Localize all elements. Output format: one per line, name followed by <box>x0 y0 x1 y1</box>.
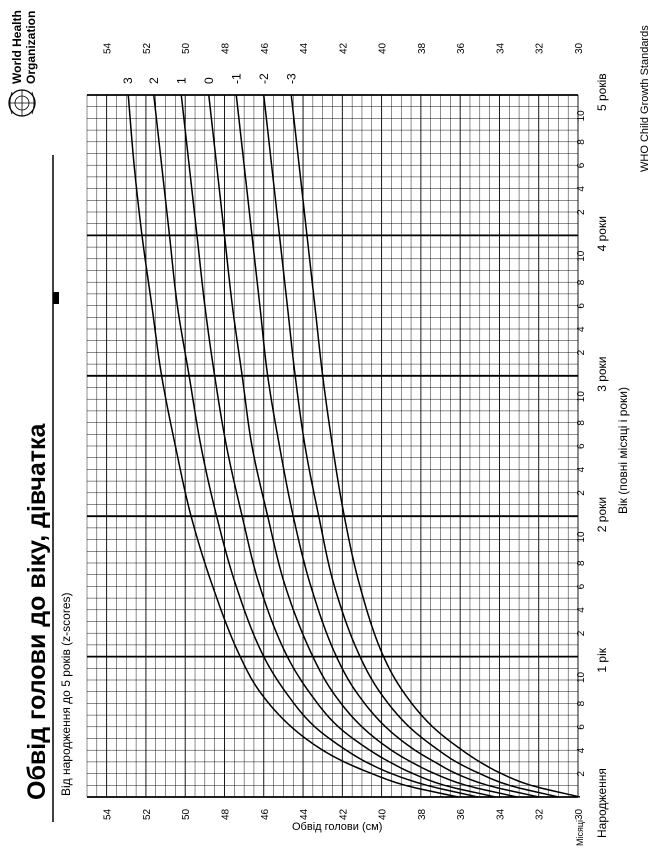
cm-tick-label-bottom: 34 <box>495 808 507 820</box>
cm-tick-label-top: 44 <box>299 42 311 54</box>
zscore-label: -3 <box>284 73 299 84</box>
cm-tick-label-top: 48 <box>220 42 232 54</box>
month-tick-label: 2 <box>576 349 587 356</box>
cm-tick-label-bottom: 52 <box>141 808 153 820</box>
cm-tick-label-bottom: 50 <box>181 808 193 820</box>
cm-tick-label-bottom: 42 <box>338 808 350 820</box>
cm-tick-label-bottom: 30 <box>574 808 585 820</box>
month-tick-label: 2 <box>576 771 587 777</box>
month-tick-label: 6 <box>576 303 587 309</box>
year-label: Народження <box>595 768 609 838</box>
year-label: 4 роки <box>595 216 609 252</box>
month-tick-label: 2 <box>576 630 587 637</box>
cm-tick-label-top: 30 <box>574 42 585 54</box>
month-tick-label: 4 <box>576 466 587 473</box>
zscore-label: -1 <box>229 73 244 84</box>
month-tick-label: 6 <box>576 162 587 169</box>
month-tick-label: 4 <box>576 607 587 613</box>
year-label: 1 рік <box>595 647 609 673</box>
month-tick-label: 10 <box>576 250 587 262</box>
cm-tick-label-bottom: 36 <box>456 808 468 820</box>
cm-tick-label-top: 32 <box>534 42 546 54</box>
month-tick-label: 4 <box>576 186 587 192</box>
zscore-label: 3 <box>121 77 136 84</box>
page-title: Обвід голови до віку, дівчатка <box>23 423 51 800</box>
cm-tick-label-bottom: 44 <box>299 808 311 820</box>
month-tick-label: 6 <box>576 583 587 590</box>
cm-tick-label-bottom: 48 <box>220 808 232 820</box>
cm-tick-label-top: 42 <box>338 42 350 54</box>
org-name-line1: World Health <box>10 10 24 84</box>
cm-tick-label-bottom: 46 <box>259 808 271 820</box>
month-tick-label: 8 <box>576 420 587 426</box>
year-label: 3 роки <box>595 356 609 392</box>
month-tick-label: 8 <box>576 139 587 145</box>
month-tick-label: 4 <box>576 326 587 332</box>
zscore-label: 0 <box>201 77 216 84</box>
cm-tick-label-top: 40 <box>377 42 389 54</box>
cm-tick-label-bottom: 38 <box>416 808 428 820</box>
who-standards-note: WHO Child Growth Standards <box>639 25 651 172</box>
zscore-label: 1 <box>174 77 189 84</box>
month-tick-label: 2 <box>576 490 587 496</box>
zscore-label: 2 <box>146 77 161 84</box>
zscore-label: -2 <box>256 73 271 84</box>
cm-tick-label-top: 46 <box>259 42 271 54</box>
month-tick-label: 2 <box>576 209 587 215</box>
month-axis-word: Місяці <box>575 819 585 846</box>
who-logo-icon <box>9 90 35 116</box>
year-label: 5 років <box>595 73 609 111</box>
cm-tick-label-bottom: 54 <box>102 808 114 820</box>
cm-tick-label-top: 36 <box>456 42 468 54</box>
month-tick-label: 8 <box>576 279 587 286</box>
org-name-line2: Organization <box>24 10 38 84</box>
month-tick-label: 8 <box>576 560 587 566</box>
marker-block <box>53 292 59 304</box>
month-tick-label: 4 <box>576 747 587 754</box>
y-axis-title: Обвід голови (см) <box>292 821 383 833</box>
month-tick-label: 10 <box>576 110 587 122</box>
month-tick-label: 10 <box>576 531 587 543</box>
cm-tick-label-bottom: 32 <box>534 808 546 820</box>
cm-tick-label-top: 54 <box>102 42 114 54</box>
x-axis-title: Вік (повні місяці і роки) <box>616 386 630 514</box>
month-tick-label: 8 <box>576 700 587 707</box>
page-subtitle: Від народження до 5 років (z-scores) <box>59 592 73 796</box>
axis-labels <box>103 42 609 846</box>
month-tick-label: 6 <box>576 724 587 730</box>
month-tick-label: 10 <box>576 671 587 683</box>
cm-tick-label-top: 34 <box>495 42 507 54</box>
cm-tick-label-bottom: 40 <box>377 808 389 820</box>
month-tick-label: 10 <box>576 391 587 403</box>
cm-tick-label-top: 52 <box>141 42 153 54</box>
month-tick-label: 6 <box>576 443 587 449</box>
cm-tick-label-top: 38 <box>416 42 428 54</box>
cm-tick-label-top: 50 <box>181 42 193 54</box>
year-label: 2 роки <box>595 496 609 533</box>
